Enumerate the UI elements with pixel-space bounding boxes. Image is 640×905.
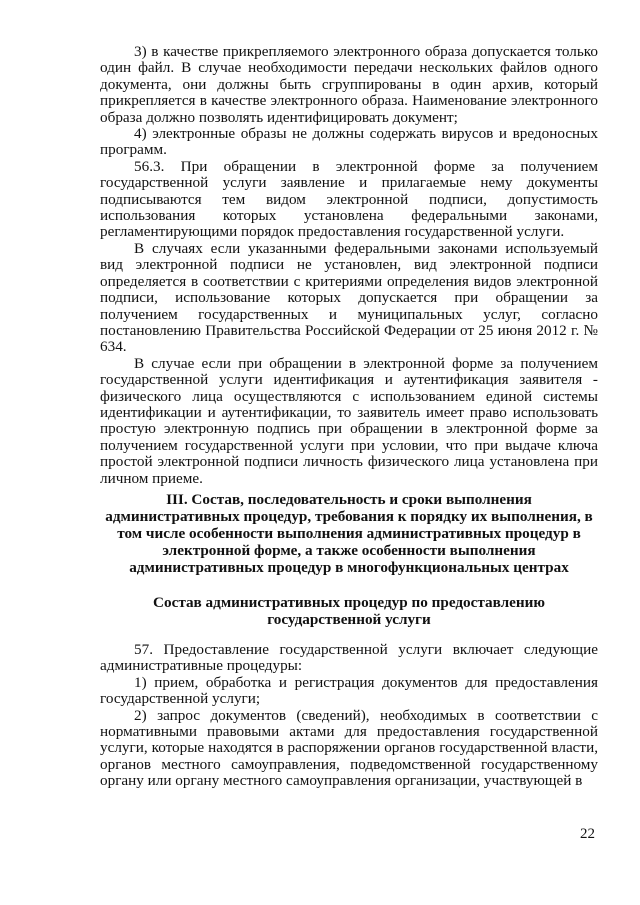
body-text-bottom [100,642,598,790]
paragraph-simple-signature: В случае если при обращении в электронной форме за получением государственной услуги идентификация и аутентификация заявителя - физического лица осуществляются с использованием единой системы идентификации и аутентификации, то заявитель имеет право использовать простую электронную подпись при обращении в электронной форме за получением государственной услуги при условии, что при выдаче ключа простой электронной подписи личность физического лица установлена при личном приеме. [100,354,598,487]
paragraph-57: 57. Предоставление государственной услуги включает следующие административные процедуры: [100,641,598,675]
paragraph-signature-type: В случаях если указанными федеральными законами используемый вид электронной подписи не установлен, вид электронной подписи определяется в соответствии с критериями определения видов электронной подписи, использование которых допускается при обращении за получением государственных и муниципальных услуг, согласно постановлению Правительства Российской Федерации от 25 июня 2012 г. № 634. [100,239,598,356]
body-text-top [100,44,598,487]
paragraph-56-3: 56.3. При обращении в электронной форме за получением государственной услуги заявление и прилагаемые нему документы подписываются тем видом электронной подписи, допустимость использования которых установлена федеральными законами, регламентирующими порядок предоставления государственной услуги. [100,157,598,241]
paragraph-file-attachment: 3) в качестве прикрепляемого электронного образа допускается только один файл. В случае необходимости передачи нескольких файлов одного документа, они должны быть сгруппированы в один архив, который прикрепляется в качестве электронного образа. Наименование электронного образа должно позволять идентифицировать документ; [100,43,598,126]
list-item-1: 1) прием, обработка и регистрация документов для предоставления государственной услуги; [100,673,598,708]
paragraph-no-viruses: 4) электронные образы не должны содержать вирусов и вредоносных программ. [100,125,598,159]
section-heading: III. Состав, последовательность и сроки выполнения административных процедур, требования к порядку их выполнения, в том числе особенности выполнения административных процедур в электронной форме, а также особенности выполнения административных процедур в многофункциональных центрах [105,491,593,576]
list-item-2: 2) запрос документов (сведений), необходимых в соответствии с нормативными правовыми актами для предоставления государственной услуги, которые находятся в распоряжении органов государственной власти, органов местного самоуправления, подведомственной государственному органу или органу местного самоуправления организации, участвующей в [100,706,598,790]
subsection-heading: Состав административных процедур по предоставлению государственной услуги [153,594,545,628]
page-number: 22 [580,826,595,842]
